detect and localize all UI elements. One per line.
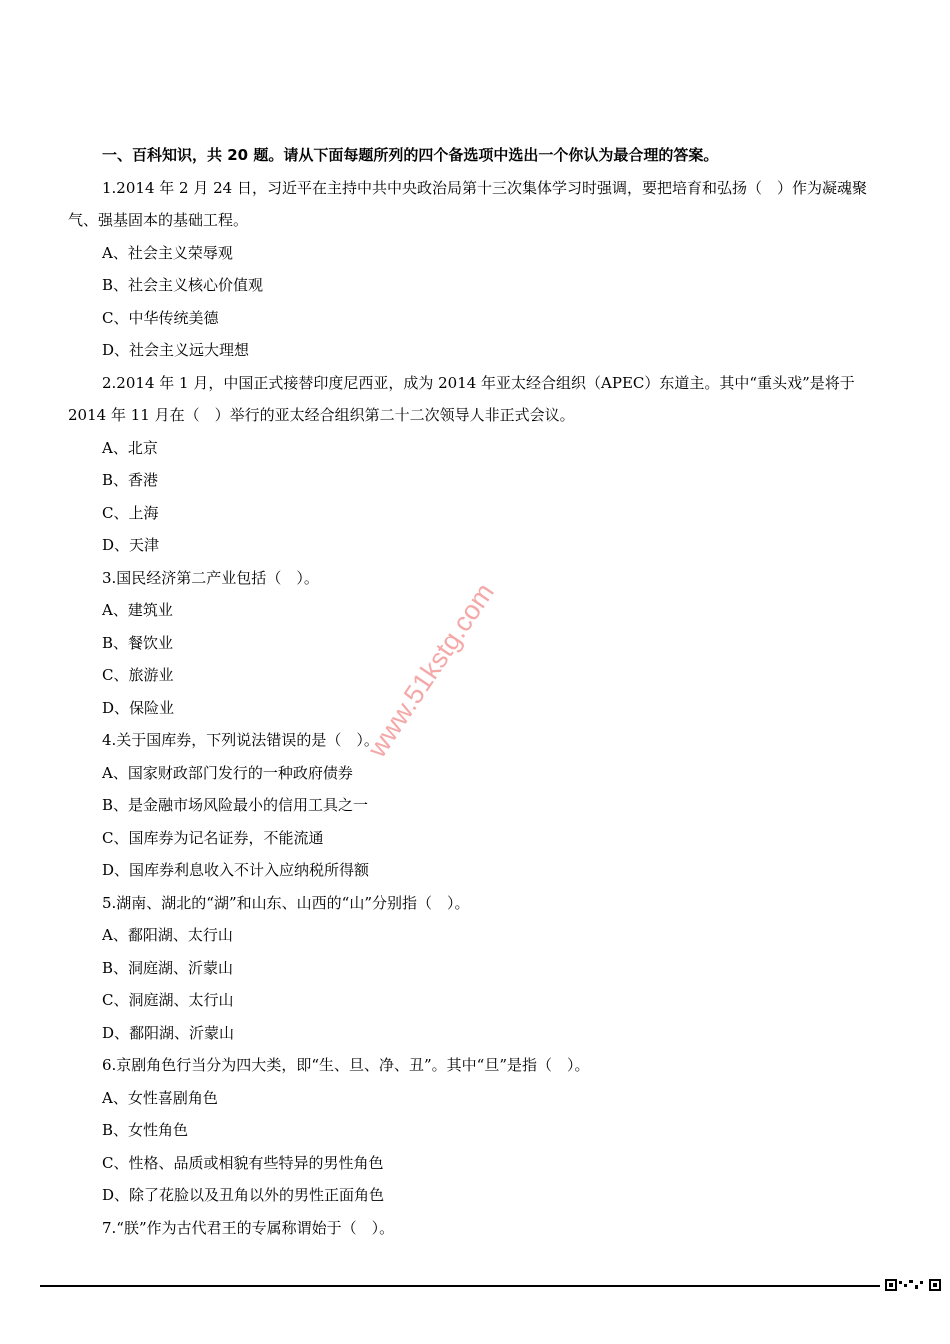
option-a: A、北京 — [102, 438, 158, 457]
option-c: C、性格、品质或相貌有些特异的男性角色 — [102, 1153, 384, 1172]
option-c: C、洞庭湖、太行山 — [102, 991, 234, 1009]
option-c: C、国库券为记名证券，不能流通 — [102, 828, 324, 847]
option-b: B、餐饮业 — [102, 633, 174, 652]
option-c: C、上海 — [102, 503, 159, 522]
option-b: B、是金融市场风险最小的信用工具之一 — [102, 796, 369, 814]
question-stem: 6.京剧角色行当分为四大类，即“生、旦、净、丑”。其中“旦”是指（ ）。 — [102, 1056, 590, 1074]
option-a: A、女性喜剧角色 — [102, 1088, 218, 1107]
option-d: D、国库券利息收入不计入应纳税所得额 — [102, 861, 370, 879]
question-5 — [68, 887, 884, 1050]
option-b: B、女性角色 — [102, 1121, 189, 1139]
section-title: 一、百科知识，共 20 题。请从下面每题所列的四个备选项中选出一个你认为最合理的答案。 — [102, 146, 719, 164]
watermark: www.51kstg.com — [361, 577, 500, 763]
question-stem: 4.关于国库券，下列说法错误的是（ ）。 — [102, 731, 379, 749]
option-a: A、国家财政部门发行的一种政府债券 — [102, 763, 353, 782]
option-d: D、鄱阳湖、沂蒙山 — [102, 1023, 235, 1042]
option-a: A、鄱阳湖、太行山 — [102, 926, 233, 944]
question-6 — [68, 1049, 884, 1212]
question-stem: 5.湖南、湖北的“湖”和山东、山西的“山”分别指（ ）。 — [102, 893, 470, 912]
footer-divider — [40, 1285, 880, 1287]
question-1 — [68, 172, 884, 367]
option-b: B、社会主义核心价值观 — [102, 276, 264, 294]
option-a: A、建筑业 — [102, 601, 173, 619]
question-stem: 7.“朕”作为古代君王的专属称谓始于（ ）。 — [102, 1218, 395, 1237]
option-d: D、除了花脸以及丑角以外的男性正面角色 — [102, 1186, 385, 1204]
exam-content — [68, 139, 884, 1244]
option-c: C、旅游业 — [102, 666, 174, 684]
question-stem: 3.国民经济第二产业包括（ ）。 — [102, 568, 319, 587]
question-7 — [68, 1212, 884, 1245]
question-2 — [68, 367, 884, 562]
question-4 — [68, 724, 884, 887]
qr-code-icon — [884, 1278, 944, 1292]
option-d: D、天津 — [102, 536, 160, 554]
option-d: D、社会主义远大理想 — [102, 341, 250, 359]
option-d: D、保险业 — [102, 698, 175, 717]
question-stem: 2.2014 年 1 月，中国正式接替印度尼西亚，成为 2014 年亚太经合组织（APEC）东道主。其中“重头戏”是将于 2014 年 11 月在（ ）举行的亚太经合组织第二十二次领导人非正式会议。 — [68, 373, 855, 424]
option-b: B、洞庭湖、沂蒙山 — [102, 958, 234, 977]
option-b: B、香港 — [102, 471, 159, 489]
question-stem: 1.2014 年 2 月 24 日，习近平在主持中共中央政治局第十三次集体学习时强调，要把培育和弘扬（ ）作为凝魂聚气、强基固本的基础工程。 — [68, 178, 867, 229]
option-c: C、中华传统美德 — [102, 308, 219, 327]
option-a: A、社会主义荣辱观 — [102, 243, 233, 262]
